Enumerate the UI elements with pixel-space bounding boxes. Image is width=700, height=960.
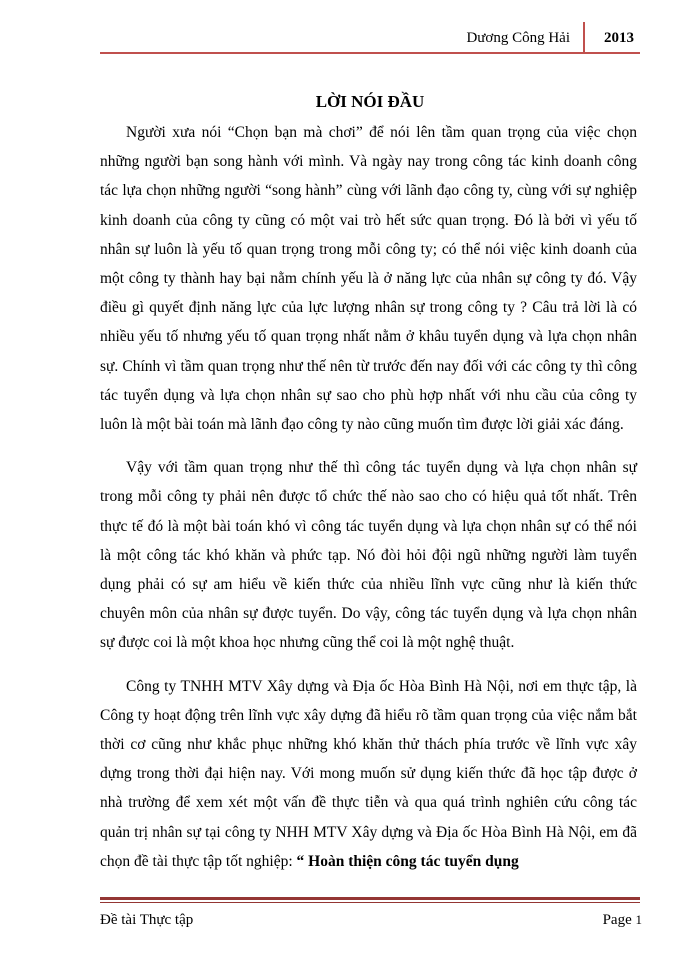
header-year: 2013	[604, 30, 634, 46]
footer-page	[603, 912, 642, 929]
paragraph-2: Vậy với tầm quan trọng như thế thì công tác tuyển dụng và lựa chọn nhân sự trong mỗi công ty phải nên được tổ chức thế nào sao cho có hiệu quả tốt nhất. Trên thực tế đó là một bài toán khó vì công tác tuyển dụng và lựa chọn nhân sự có thể nói là một công tác khó khăn và phức tạp. Nó đòi hỏi đội ngũ những người làm tuyển dụng phải có sự am hiểu về kiến thức của nhiều lĩnh vực cũng như là kiến thức chuyên môn của nhân sự được tuyển. Do vậy, công tác tuyển dụng và lựa chọn nhân sự được coi là một khoa học nhưng cũng thể coi là một nghệ thuật.	[100, 459, 637, 652]
document-title: LỜI NÓI ĐẦU	[315, 92, 425, 111]
page-number: 1	[635, 912, 642, 927]
footer-rule-thick	[100, 897, 640, 900]
document-body	[100, 118, 637, 890]
paragraph-3	[100, 672, 637, 876]
footer-rule-thin	[100, 902, 640, 903]
paragraph-1: Người xưa nói “Chọn bạn mà chơi” để nói lên tầm quan trọng của việc chọn những người bạn song hành với mình. Và ngày nay trong công tác kinh doanh công tác lựa chọn những người “song hành” cùng với lãnh đạo công ty, cùng với sự nghiệp kinh doanh của công ty cũng có một vai trò hết sức quan trọng. Đó là bởi vì yếu tố nhân sự luôn là yếu tố quan trọng trong mỗi công ty; có thể nói việc kinh doanh của một công ty thành hay bại nằm chính yếu là ở năng lực của nhân sự công ty đó. Vậy điều gì quyết định năng lực của lực lượng nhân sự trong công ty ? Câu trả lời là có nhiều yếu tố nhưng yếu tố quan trọng nhất nằm ở khâu tuyển dụng và lựa chọn nhân sự. Chính vì tầm quan trọng như thế nên từ trước đến nay đối với các công ty thì công tác tuyển dụng và lựa chọn nhân sự sao cho phù hợp nhất với nhu cầu của công ty luôn là một bài toán mà lãnh đạo công ty nào cũng muốn tìm được lời giải xác đáng.	[100, 124, 637, 434]
header-separator	[583, 22, 585, 54]
paragraph-3-text: Công ty TNHH MTV Xây dựng và Địa ốc Hòa Bình Hà Nội, nơi em thực tập, là Công ty hoạt động trên lĩnh vực xây dựng đã hiểu rõ tầm quan trọng của việc nắm bắt thời cơ cũng như khắc phục những khó khăn thử thách phía trước về lĩnh vực xây dựng trong thời đại hiện nay. Với mong muốn sử dụng kiến thức đã học tập được ở nhà trường để xem xét một vấn đề thực tiễn và qua quá trình nghiên cứu công tác quản trị nhân sự tại công ty NHH MTV Xây dựng và Địa ốc Hòa Bình Hà Nội, em đã chọn đề tài thực tập tốt nghiệp:	[100, 677, 637, 870]
header-author: Dương Công Hải	[466, 30, 570, 46]
header-rule	[100, 52, 640, 54]
page-header	[100, 22, 640, 52]
thesis-title-bold: “ Hoàn thiện công tác tuyển dụng	[296, 852, 519, 870]
footer-title: Đề tài Thực tập	[100, 912, 194, 928]
page-label: Page	[602, 912, 632, 928]
